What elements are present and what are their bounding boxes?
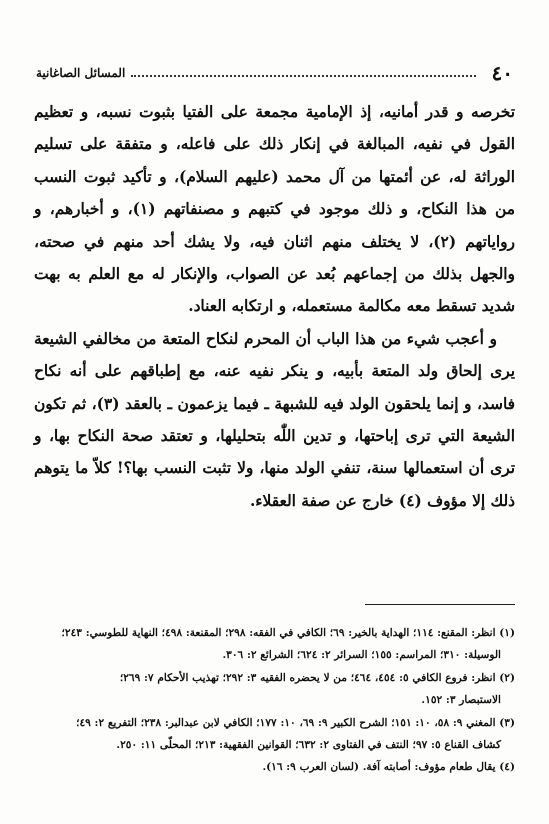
footnote-1-line-1: (١) انظر: المقنع: ١١٤؛ الهداية بالخير: ٦٩؛ الكافي في الفقه: ٢٩٨؛ المقنعة: ٤٩٨؛ النهاية للطوسي: ٢٤٣؛	[61, 627, 515, 639]
footnote-4: (٤) يقال طعام مؤوف: أصابته آفة. (لسان العرب ٩: ١٦).	[262, 761, 515, 774]
footnote-3-line-2: كشاف القناع ٥: ٩٧؛ النتف في الفتاوى ٢: ٦٣٢؛ القوانين الفقهية: ٢١٣؛ المحلّى ١١: ٢٥٠.	[116, 739, 501, 752]
footnote-2-line-2: الاستبصار ٣: ١٥٢.	[421, 694, 501, 707]
main-text	[34, 96, 515, 517]
footnote-3-line-1: (٣) المغني ٩: ٥٨، ١٠: ١٥١؛ الشرح الكبير ٩: ٦٩، ١٠: ١٧٧؛ الكافي لابن عبدالبر: ٢٣٨؛ التفريع ٢: ٤٩؛	[76, 716, 515, 729]
page-header	[36, 58, 513, 88]
footnote-1-line-2: الوسيلة: ٣١٠؛ المراسم: ١٥٥؛ السرائر ٢: ٦٢٤؛ الشرائع ٢: ٣٠٦.	[222, 649, 501, 662]
paragraph-1: تخرصه و قدر أمانيه، إذ الإمامية مجمعة على الفتيا بثبوت نسبه، و تعظيم القول في نفيه، المبالغة في إنكار ذلك على فاعله، و متفقة على تسليم الوراثة له، عن أئمتها من آل محمد (عليهم السلام)، و تأكيد ثبوت النسب من هذا النكاح، و ذلك موجود في كتبهم و مصنفاتهم (١)، و أخبارهم، و رواياتهم (٢)، لا يختلف منهم اثنان فيه، ولا يشك أحد منهم في صحته، والجهل بذلك من إجماعهم بُعد عن الصواب، والإنكار له مع العلم به بهت شديد تسقط معه مكالمة مستعمله، و ارتكابه العناد.	[34, 103, 515, 316]
page-number: ٤٠	[491, 61, 513, 85]
paragraph-2: و أعجب شيء من هذا الباب أن المحرم لنكاح المتعة من مخالفي الشيعة يرى إلحاق ولد المتعة بأبيه، و ينكر نفيه عنه، مع إطباقهم على أنه نكاح فاسد، و إنما يلحقون الولد فيه للشبهة ـ فيما يزعمون ـ بالعقد (٣)، ثم تكون الشيعة التي ترى إباحتها، و تدين اللّٰه بتحليلها، و تعتقد صحة النكاح بها، و ترى أن استعمالها سنة، تنفي الولد منها، ولا تثبت النسب بها؟! كلاّ ما يتوهم ذلك إلا مؤوف (٤) خارج عن صفة العقلاء.	[34, 329, 516, 510]
footnotes	[30, 622, 515, 779]
running-title: المسائل الصاغانية	[36, 66, 126, 80]
footnote-separator	[365, 604, 515, 605]
footnote-2-line-1: (٢) انظر: فروع الكافي ٥: ٤٥٤، ٤٦٤؛ من لا يحضره الفقيه ٣: ٢٩٢؛ تهذيب الأحكام ٧: ٢٦٩؛	[119, 671, 515, 684]
dotted-leader	[131, 75, 475, 78]
